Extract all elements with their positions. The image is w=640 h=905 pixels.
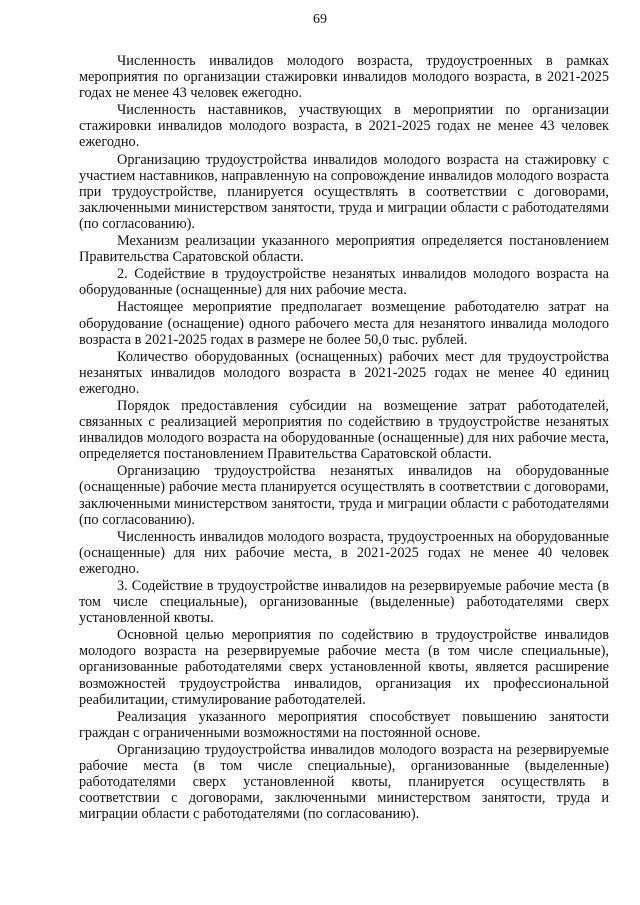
paragraph-6: Настоящее мероприятие предполагает возмещение работодателю затрат на оборудование (оснащение) одного рабочего места для незанятого инвалида молодого возраста в 2021-2025 годах в размере не более 50,0 тыс. рублей. <box>79 299 609 348</box>
paragraph-1: Численность инвалидов молодого возраста, трудоустроенных в рамках мероприятия по организации стажировки инвалидов молодого возраста, в 2021-2025 годах не менее 43 человек ежегодно. <box>79 53 609 102</box>
paragraph-10: Численность инвалидов молодого возраста, трудоустроенных на оборудованные (оснащенные) для них рабочие места, в 2021-2025 годах не менее 40 человек ежегодно. <box>79 528 609 577</box>
paragraph-4: Механизм реализации указанного мероприятия определяется постановлением Правительства Саратовской области. <box>79 233 609 266</box>
section-heading-2: 2. Содействие в трудоустройстве незанятых инвалидов молодого возраста на оборудованные (оснащенные) для них рабочие места. <box>79 266 609 299</box>
paragraph-12: Основной целью мероприятия по содействию в трудоустройстве инвалидов молодого возраста на резервируемые рабочие места (в том числе специальные), организованные работодателями сверх установленной квоты, является расширение возможностей трудоустройства инвалидов, организация их профессиональной реабилитации, стимулирование работодателей. <box>79 627 609 708</box>
paragraph-2: Численность наставников, участвующих в мероприятии по организации стажировки инвалидов молодого возраста, в 2021-2025 годах не менее 43 человек ежегодно. <box>79 102 609 151</box>
document-body <box>79 53 609 822</box>
paragraph-9: Организацию трудоустройства незанятых инвалидов на оборудованные (оснащенные) рабочие места планируется осуществлять в соответствии с договорами, заключенными министерством занятости, труда и миграции области с работодателями (по согласованию). <box>79 463 609 528</box>
paragraph-8: Порядок предоставления субсидии на возмещение затрат работодателей, связанных с реализацией мероприятия по содействию в трудоустройстве незанятых инвалидов молодого возраста на оборудованные (оснащенные) для них рабочие места, определяется постановлением Правительства Саратовской области. <box>79 397 609 463</box>
paragraph-3: Организацию трудоустройства инвалидов молодого возраста на стажировку с участием наставников, направленную на сопровождение инвалидов молодого возраста при трудоустройстве, планируется осуществлять в соответствии с договорами, заключенными министерством занятости, труда и миграции области с работодателями (по согласованию). <box>79 151 609 232</box>
section-heading-3: 3. Содействие в трудоустройстве инвалидов на резервируемые рабочие места (в том числе специальные), организованные (выделенные) работодателями сверх установленной квоты. <box>79 578 609 627</box>
paragraph-14: Организацию трудоустройства инвалидов молодого возраста на резервируемые рабочие места (в том числе специальные), организованные (выделенные) работодателями сверх установленной квоты, планируется осуществлять в соответствии с договорами, заключенными министерством занятости, труда и миграции области с работодателями (по согласованию). <box>79 741 609 823</box>
page-number: 69 <box>313 12 327 27</box>
paragraph-13: Реализация указанного мероприятия способствует повышению занятости граждан с ограниченными возможностями на постоянной основе. <box>79 708 609 741</box>
paragraph-7: Количество оборудованных (оснащенных) рабочих мест для трудоустройства незанятых инвалидов молодого возраста в 2021-2025 годах не менее 40 единиц ежегодно. <box>79 348 609 397</box>
